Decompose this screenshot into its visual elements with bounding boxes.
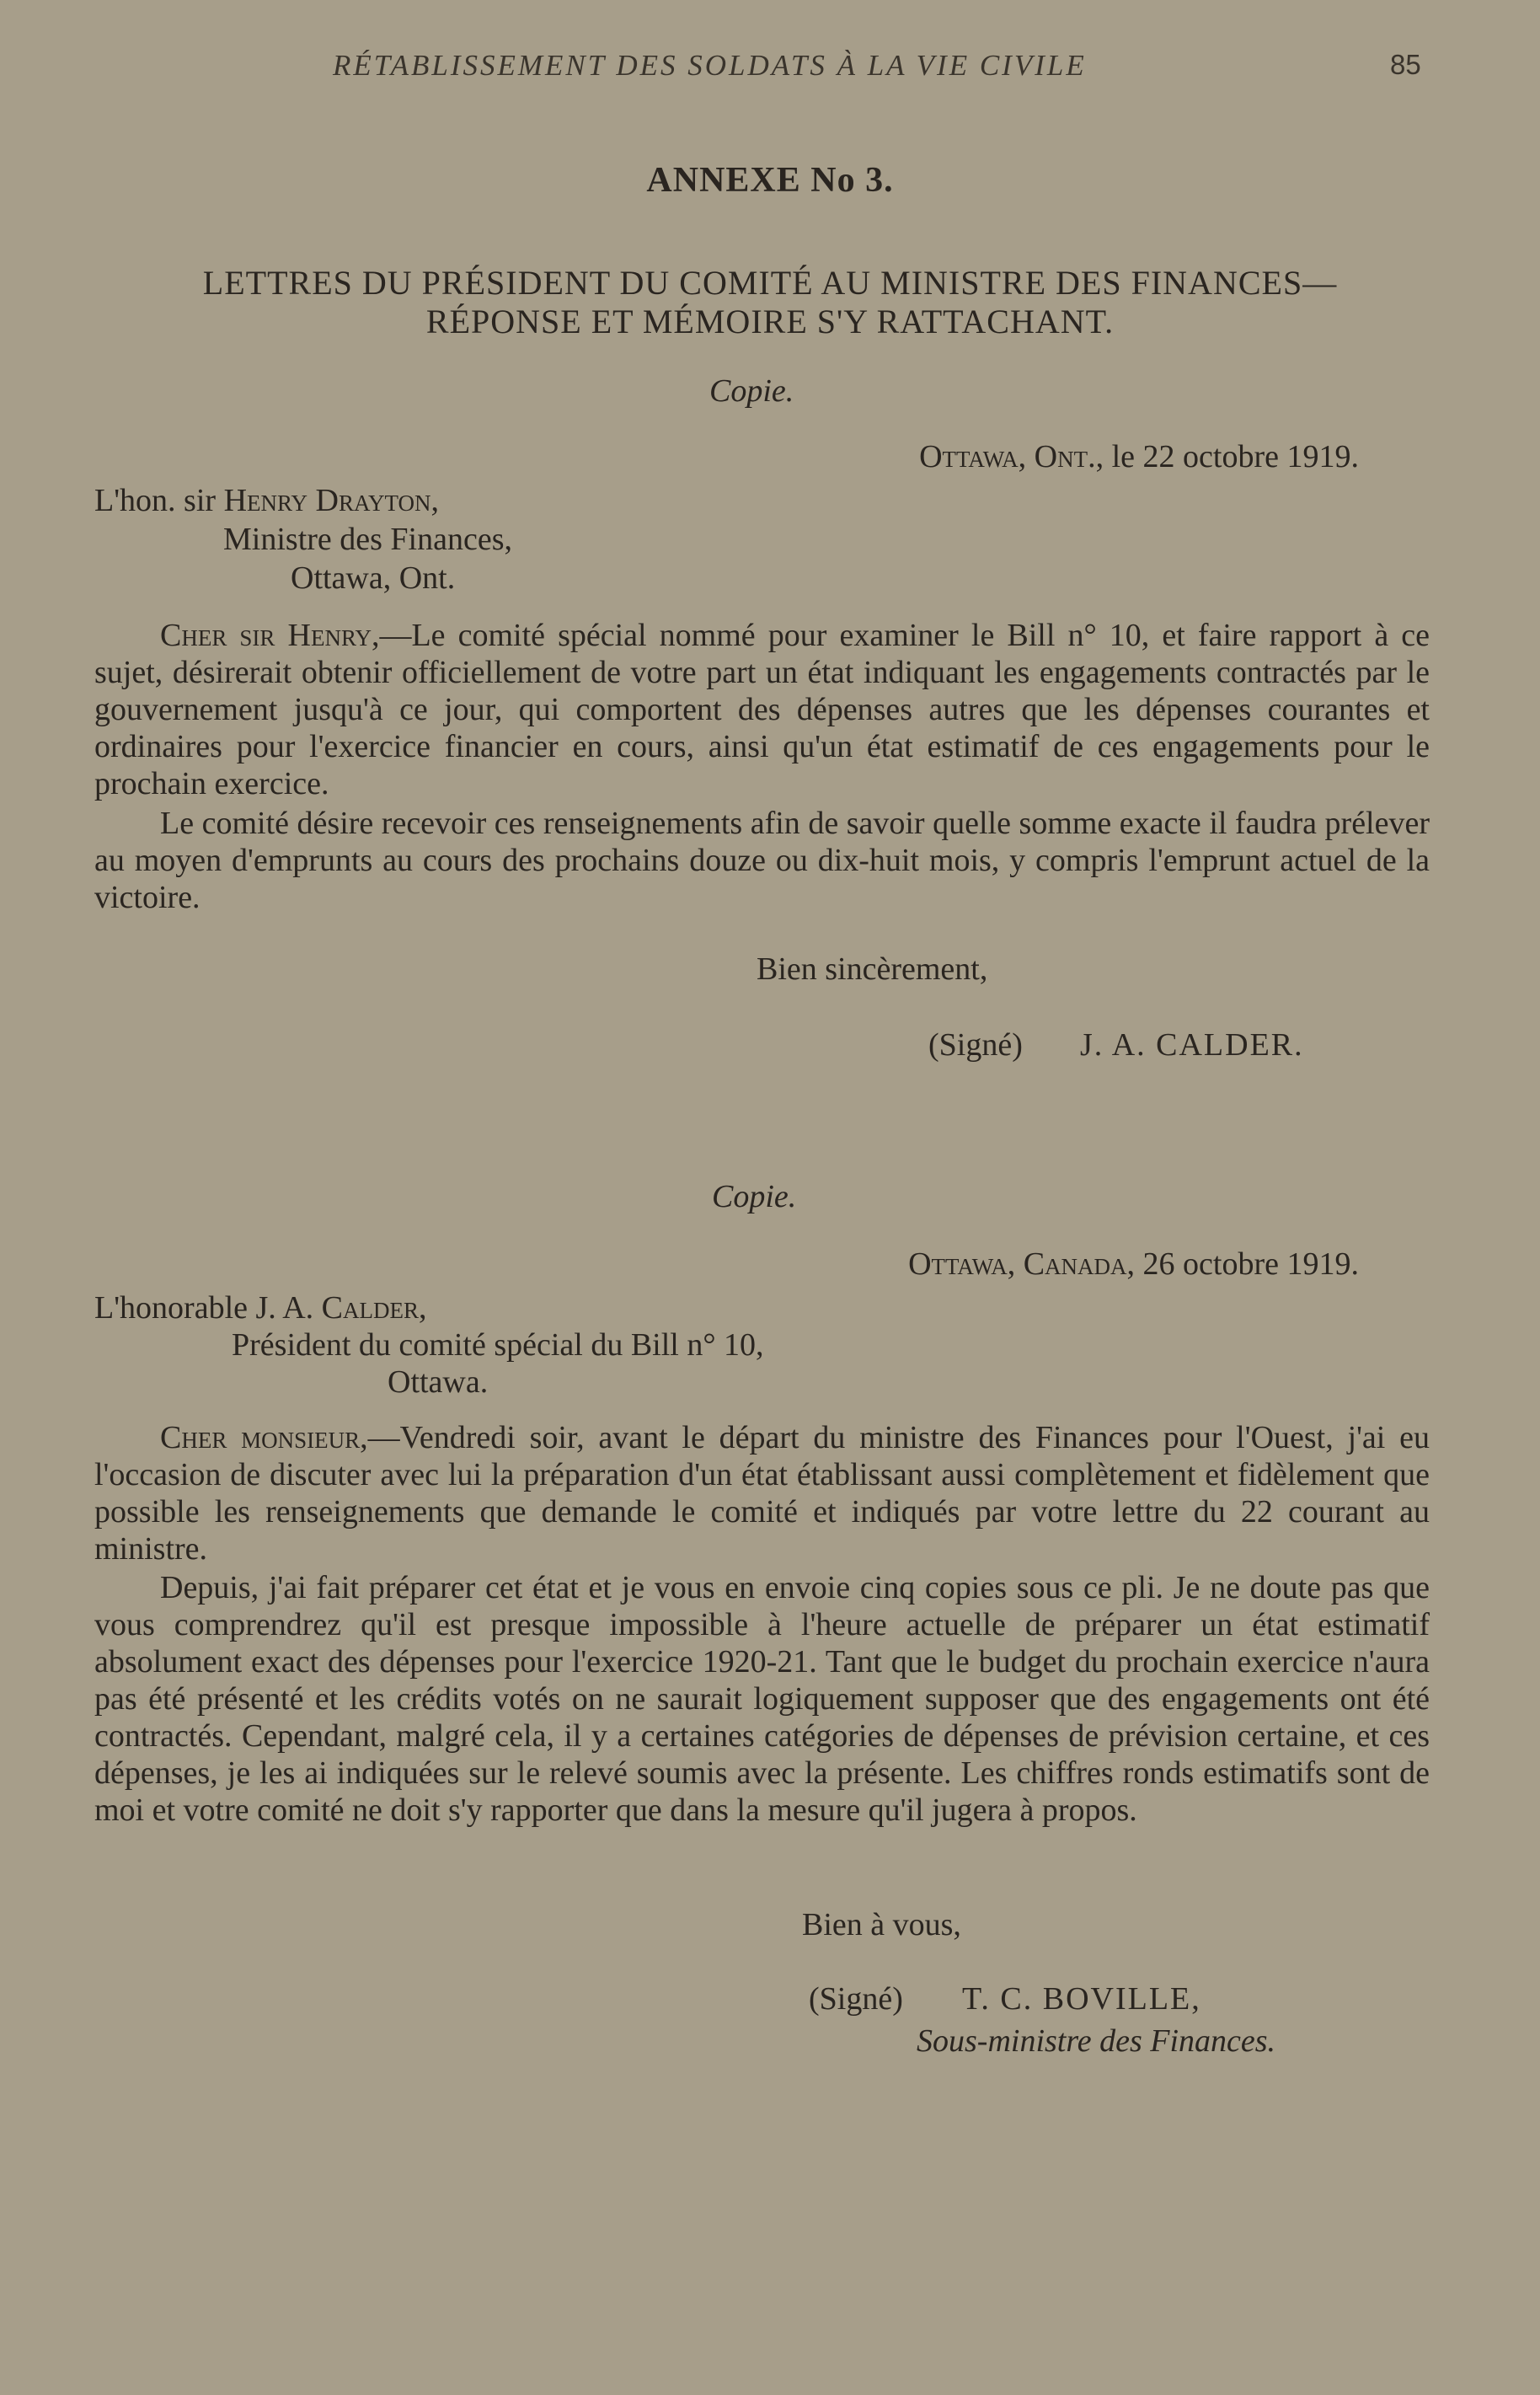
letter1-addressee-line-3: Ottawa, Ont. [291,560,456,596]
letter2-addressee-prefix: L'honorable J. A. [94,1290,314,1326]
letter2-date-place: Ottawa, Canada, [908,1246,1136,1282]
letter1-paragraph-2: Le comité désire recevoir ces renseignements afin de savoir quelle somme exacte il faudra prélever au moyen d'emprunts au cours des prochains douze ou dix-huit mois, y compris l'emprunt actuel de la victoire. [94,806,1430,915]
letter2-salutation: Cher monsieur, [160,1420,368,1455]
letter1-addressee-name: Henry Drayton, [223,483,439,518]
letter2-addressee-line-3: Ottawa. [388,1364,489,1400]
letter1-addressee-line-2: Ministre des Finances, [223,522,513,557]
letter2-dateline [908,1246,1359,1283]
letter2-signature: T. C. BOVILLE, [962,1981,1201,2017]
annex-subtitle-line-1: LETTRES DU PRÉSIDENT DU COMITÉ AU MINISTRE DES FINANCES— [202,264,1338,302]
letter2-copy-label: Copie. [712,1179,797,1214]
letter1-addressee-prefix: L'hon. sir [94,483,217,518]
letter2-paragraph-2: Depuis, j'ai fait préparer cet état et je vous en envoie cinq copies sous ce pli. Je ne doute pas que vous comprendrez qu'il est presque impossible à l'heure actuelle de préparer un état estimatif absolument exact des dépenses pour l'exercice 1920-21. Tant que le budget du prochain exercice n'aura pas été présenté et les crédits votés on ne saurait logiquement supposer que des engagements ont été contractés. Cependant, malgré cela, il y a certaines catégories de dépenses de prévision certaine, et ces dépenses, je les ai indiquées sur le relevé soumis avec la présente. Les chiffres ronds estimatifs sont de moi et votre comité ne doit s'y rapporter que dans la mesure qu'il jugera à propos. [94,1570,1430,1828]
letter2-date: 26 octobre 1919. [1142,1246,1359,1282]
letter1-paragraph-1-text: —Le comité spécial nommé pour examiner le Bill n° 10, et faire rapport à ce sujet, désirerait obtenir officiellement de votre part un état indiquant les engagements contractés par le gouvernement jusqu'à ce jour, qui comportent des dépenses autres que les dépenses courantes et ordinaires pour l'exercice financier en cours, ainsi qu'un état estimatif de ces engagements pour le prochain exercice. [94,618,1430,801]
letter2-closing: Bien à vous, [802,1907,961,1942]
letter2-paragraph-1 [94,1419,1430,1567]
letter1-salutation: Cher sir Henry, [160,618,380,653]
letter1-signed-label: (Signé) [928,1027,1023,1063]
page-number: 85 [1390,49,1421,80]
running-title: RÉTABLISSEMENT DES SOLDATS À LA VIE CIVILE [333,49,1087,82]
letter2-addressee-line-2: Président du comité spécial du Bill n° 10, [232,1327,764,1363]
annex-title: ANNEXE No 3. [646,161,894,200]
letter2-signer-title: Sous-ministre des Finances. [917,2023,1276,2059]
letter2-paragraph-1-text: —Vendredi soir, avant le départ du ministre des Finances pour l'Ouest, j'ai eu l'occasion de discuter avec lui la préparation d'un état établissant aussi complètement et fidèlement que possible les renseignements que demande le comité et indiqués par votre lettre du 22 courant au ministre. [94,1420,1430,1567]
letter1-signature: J. A. CALDER. [1080,1027,1304,1063]
letter1-copy-label: Copie. [709,373,794,409]
letter2-addressee-line-1 [94,1289,426,1326]
letter1-date: le 22 octobre 1919. [1111,439,1359,474]
letter1-closing: Bien sincèrement, [757,951,988,987]
letter1-paragraph-1 [94,617,1430,802]
letter1-dateline [919,438,1359,475]
annex-subtitle-line-2: RÉPONSE ET MÉMOIRE S'Y RATTACHANT. [425,303,1115,340]
letter1-addressee-line-1 [94,482,439,519]
letter1-date-place: Ottawa, Ont., [919,439,1104,474]
letter2-addressee-name: Calder, [321,1290,427,1326]
letter2-signed-label: (Signé) [809,1981,903,2017]
